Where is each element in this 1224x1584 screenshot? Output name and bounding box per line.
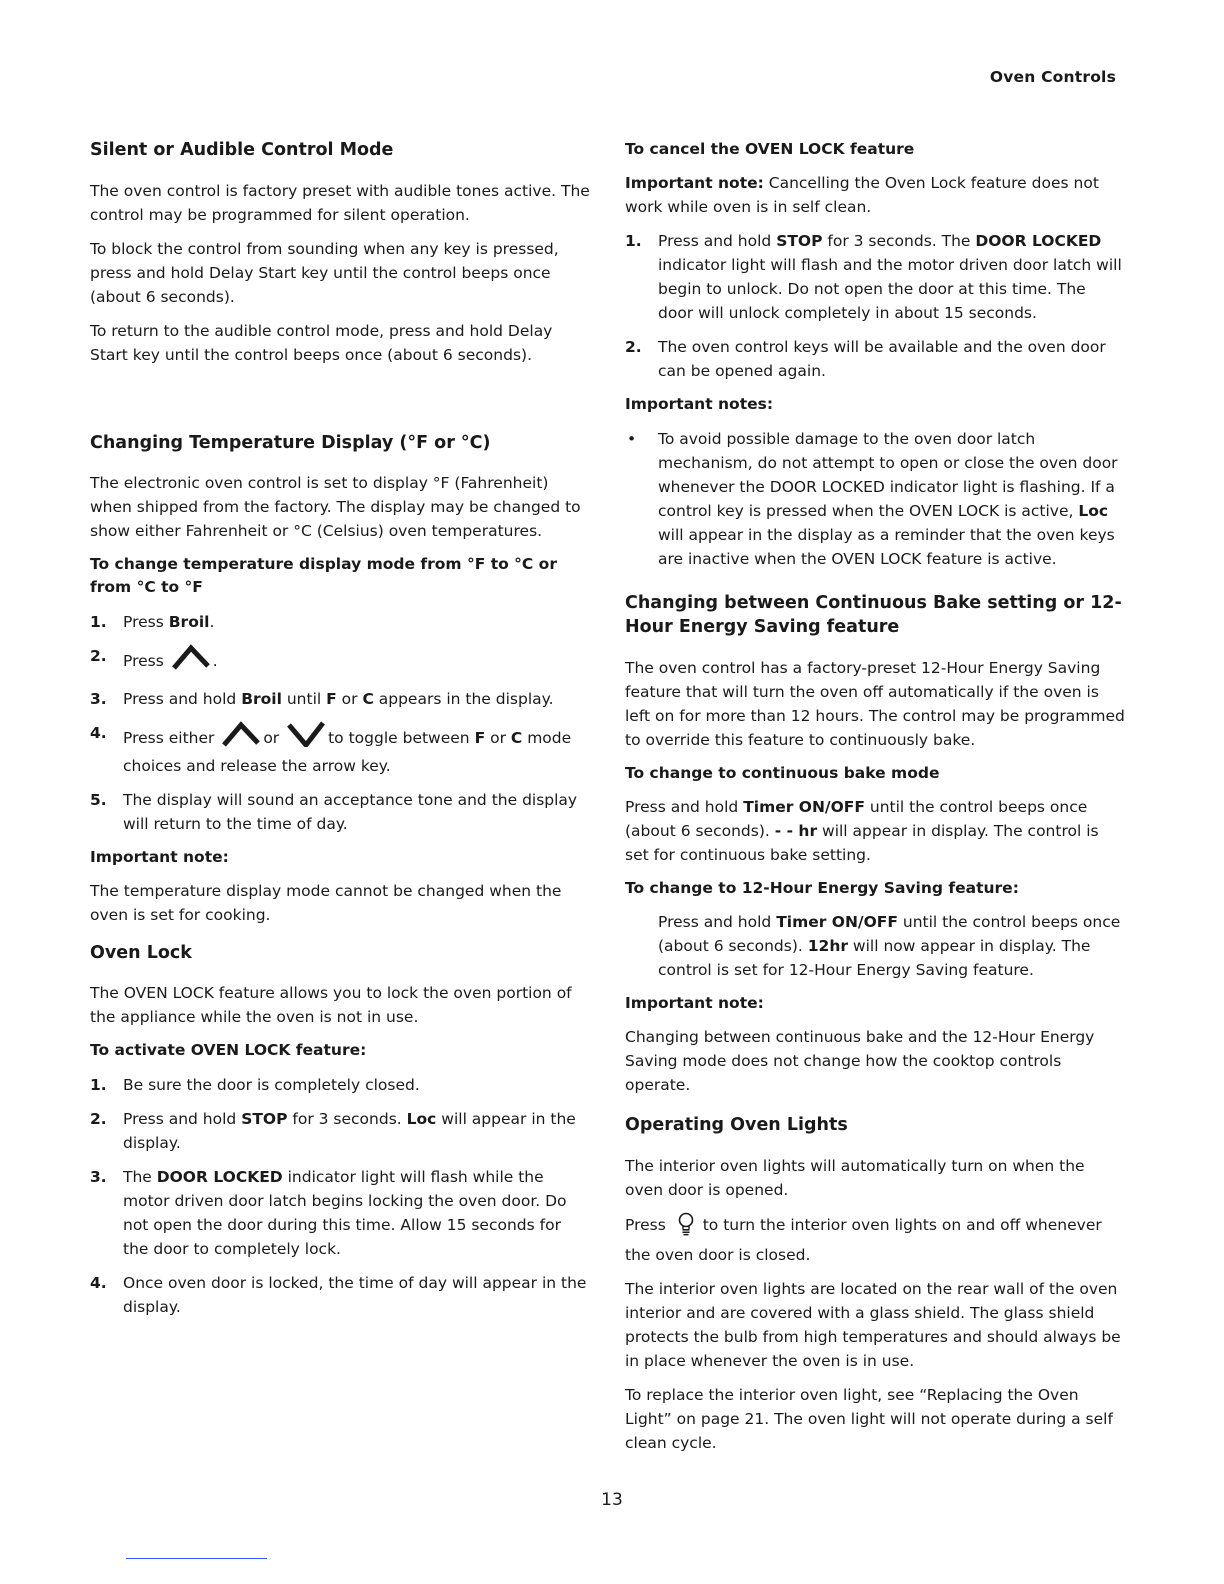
oven-lights-paragraph-4: To replace the interior oven light, see “Replacing the Oven Light” on page 21. The oven light will not operate during a self clean cycle.: [625, 1385, 1113, 1452]
temperature-change-subheading: To change temperature display mode from °F to °C or from °C to °F: [90, 555, 557, 597]
cancel-oven-lock-section: [625, 138, 1125, 571]
down-arrow-icon: [287, 721, 325, 754]
temperature-step-4: 4. Press either or to toggle between F or C mode choices and release the arrow key.: [90, 721, 590, 778]
broil-key-label: Broil: [168, 612, 210, 631]
cancel-step-2: 2. The oven control keys will be available and the oven door can be opened again.: [625, 335, 1125, 383]
step-number: 3.: [90, 1167, 107, 1186]
oven-lock-paragraph: The OVEN LOCK feature allows you to lock the oven portion of the appliance while the oven is not in use.: [90, 984, 572, 1027]
oven-lights-paragraph-3: The interior oven lights are located on the rear wall of the oven interior and are covered with a glass shield. The glass shield protects the bulb from high temperatures and should always be in place whenever the oven is in use.: [625, 1279, 1121, 1370]
oven-lock-step-4: 4. Once oven door is locked, the time of day will appear in the display.: [90, 1271, 590, 1319]
silent-mode-paragraph-1: The oven control is factory preset with audible tones active. The control may be programmed for silent operation.: [90, 181, 590, 224]
temperature-note-heading: Important note:: [90, 847, 229, 866]
temperature-steps-list: [90, 610, 590, 836]
oven-lock-activate-subheading: To activate OVEN LOCK feature:: [90, 1041, 367, 1060]
page-header-title: Oven Controls: [989, 68, 1116, 86]
cancel-step-1: 1. Press and hold STOP for 3 seconds. The DOOR LOCKED indicator light will flash and the motor driven door latch will begin to unlock. Do not open the door at this time. The door will unlock completely in about 15 seconds.: [625, 229, 1125, 325]
continuous-mode-paragraph: Press and hold Timer ON/OFF until the control beeps once (about 6 seconds). - - hr will appear in display. The control is set for continuous bake setting.: [625, 797, 1099, 864]
oven-lock-steps-list: [90, 1073, 590, 1319]
right-column: [625, 138, 1125, 1465]
temperature-step-3: 3. Press and hold Broil until F or C appears in the display.: [90, 687, 590, 711]
energy-saving-paragraph: Press and hold Timer ON/OFF until the control beeps once (about 6 seconds). 12hr will now appear in display. The control is set for 12-Hour Energy Saving feature.: [658, 913, 1121, 979]
temperature-display-heading: Changing Temperature Display (°F or °C): [90, 432, 491, 453]
step-number: 3.: [90, 689, 107, 708]
cancel-oven-lock-steps-list: [625, 229, 1125, 383]
energy-saving-subheading: To change to 12-Hour Energy Saving feature:: [625, 878, 1019, 897]
left-column: [90, 138, 590, 1329]
temperature-note-text: The temperature display mode cannot be changed when the oven is set for cooking.: [90, 881, 562, 924]
step-number: 1.: [625, 232, 642, 251]
temperature-display-section: [90, 431, 590, 927]
silent-mode-paragraph-2: To block the control from sounding when any key is pressed, press and hold Delay Start key until the control beeps once (about 6 seconds).: [90, 239, 559, 306]
continuous-note-heading: Important note:: [625, 994, 764, 1012]
continuous-bake-section: [625, 591, 1125, 1098]
silent-mode-section: [90, 138, 590, 367]
step-number: 2.: [90, 646, 107, 665]
continuous-bake-paragraph: The oven control has a factory-preset 12-Hour Energy Saving feature that will turn the oven off automatically if the oven is left on for more than 12 hours. The control may be programmed to override this feature to continuously bake.: [625, 658, 1125, 749]
oven-lock-heading: Oven Lock: [90, 942, 192, 963]
cancel-oven-lock-heading: To cancel the OVEN LOCK feature: [625, 140, 915, 158]
bullet-icon: •: [627, 429, 637, 448]
cancel-oven-lock-note: Important note: Cancelling the Oven Lock feature does not work while oven is in self clean.: [625, 174, 1099, 217]
oven-lock-step-3: 3. The DOOR LOCKED indicator light will flash while the motor driven door latch begins locking the oven door. Do not open the door during this time. Allow 15 seconds for the door to completely lock.: [90, 1165, 590, 1261]
step-number: 1.: [90, 1075, 107, 1094]
step-number: 4.: [90, 723, 107, 742]
step-number: 4.: [90, 1273, 107, 1292]
oven-lock-section: [90, 941, 590, 1319]
continuous-mode-subheading: To change to continuous bake mode: [625, 763, 940, 782]
footer-divider: [126, 1558, 267, 1559]
up-arrow-icon: [222, 721, 260, 754]
temperature-step-1: 1. Press Broil.: [90, 610, 590, 634]
temperature-step-2: 2. Press .: [90, 644, 590, 677]
important-notes-heading: Important notes:: [625, 395, 774, 414]
temperature-display-paragraph: The electronic oven control is set to display °F (Fahrenheit) when shipped from the factory. The display may be changed to show either Fahrenheit or °C (Celsius) oven temperatures.: [90, 474, 581, 540]
light-bulb-icon: [677, 1212, 695, 1243]
temperature-step-5: 5. The display will sound an acceptance tone and the display will return to the time of day.: [90, 788, 590, 836]
silent-mode-heading: Silent or Audible Control Mode: [90, 140, 394, 160]
silent-mode-paragraph-3: To return to the audible control mode, press and hold Delay Start key until the control beeps once (about 6 seconds).: [90, 321, 553, 364]
oven-lights-heading: Operating Oven Lights: [625, 1115, 848, 1136]
step-number: 2.: [625, 338, 642, 357]
page-number: 13: [601, 1490, 623, 1510]
oven-lights-section: [625, 1113, 1125, 1455]
step-number: 2.: [90, 1109, 107, 1128]
continuous-note-text: Changing between continuous bake and the 12-Hour Energy Saving mode does not change how the cooktop controls operate.: [625, 1028, 1095, 1095]
oven-lights-paragraph-1: The interior oven lights will automatically turn on when the oven door is opened.: [625, 1156, 1085, 1199]
oven-lights-paragraph-2: Press to turn the interior oven lights on and off whenever the oven door is closed.: [625, 1212, 1125, 1267]
oven-lock-step-2: 2. Press and hold STOP for 3 seconds. Loc will appear in the display.: [90, 1107, 590, 1155]
up-arrow-icon: [172, 644, 210, 677]
step-number: 5.: [90, 790, 107, 809]
important-notes-list: [625, 427, 1125, 571]
step-number: 1.: [90, 612, 107, 631]
continuous-bake-heading: Changing between Continuous Bake setting or 12-Hour Energy Saving feature: [625, 592, 1122, 637]
oven-lock-step-1: 1. Be sure the door is completely closed.: [90, 1073, 590, 1097]
important-note-item: • To avoid possible damage to the oven door latch mechanism, do not attempt to open or close the oven door whenever the DOOR LOCKED indicator light is flashing. If a control key is pressed when the OVEN LOCK is active, Loc will appear in the display as a reminder that the oven keys are inactive when the OVEN LOCK feature is active.: [625, 427, 1125, 571]
